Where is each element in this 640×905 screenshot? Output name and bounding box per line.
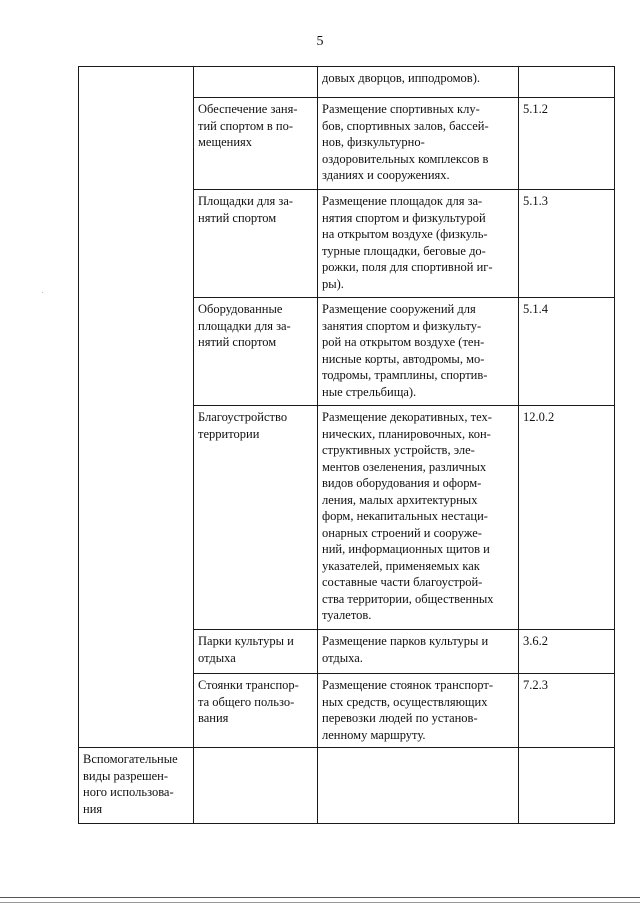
use-description-line: составные части благоустрой- (322, 575, 483, 589)
use-name-line: Парки культуры и (198, 634, 294, 648)
use-description-line: туалетов. (322, 608, 372, 622)
use-code-cell (519, 190, 615, 298)
use-name-cell (194, 674, 318, 748)
use-code-cell (519, 630, 615, 674)
use-name-cell (194, 98, 318, 190)
use-description-line: на открытом воздухе (физкуль- (322, 227, 488, 241)
use-description-line: оздоровительных комплексов в (322, 151, 489, 166)
use-description-cell (318, 98, 519, 190)
use-description-line: бов, спортивных залов, бассей- (322, 118, 489, 133)
use-name-line: нятий спортом (198, 335, 277, 349)
use-name-line: тий спортом в по- (198, 118, 294, 133)
use-code-cell (519, 298, 615, 406)
use-description-line: занятия спортом и физкульту- (322, 318, 482, 333)
auxiliary-uses-row (79, 748, 615, 824)
table-row (79, 67, 615, 98)
use-description-cell (318, 190, 519, 298)
use-name-line: отдыха (198, 650, 236, 665)
auxiliary-uses-label-line: Вспомогательные (83, 752, 178, 766)
use-description-cell (318, 674, 519, 748)
page-bottom-edge-shadow (0, 902, 640, 903)
use-name-line: Обеспечение заня- (198, 102, 298, 116)
auxiliary-uses-label-cell (79, 748, 194, 824)
use-code: 7.2.3 (523, 678, 548, 692)
use-code-cell (519, 67, 615, 98)
use-code: 3.6.2 (523, 634, 548, 648)
auxiliary-code-cell (519, 748, 615, 824)
use-description-line: ний, информационных щитов и (322, 542, 490, 556)
use-code: 5.1.2 (523, 102, 548, 116)
use-name-line: нятий спортом (198, 210, 277, 225)
use-description-line: Размещение сооружений для (322, 302, 476, 316)
use-description-cell (318, 406, 519, 630)
page-bottom-edge (0, 897, 640, 898)
use-name-cell (194, 298, 318, 406)
auxiliary-uses-label-line: ния (83, 801, 103, 816)
use-name-line: территории (198, 426, 260, 441)
use-description-line: Размещение декоративных, тех- (322, 410, 492, 424)
use-description-line: ства территории, общественных (322, 591, 494, 606)
use-description-line: рожки, поля для спортивной иг- (322, 260, 493, 274)
page-number: 5 (316, 34, 324, 49)
use-description-line: турные площадки, беговые до- (322, 243, 486, 258)
use-name-line: Оборудованные (198, 302, 283, 316)
use-description-line: ры). (322, 276, 344, 291)
use-name-cell (194, 406, 318, 630)
use-description-line: форм, некапитальных нестаци- (322, 509, 488, 523)
use-description-line: Размещение спортивных клу- (322, 102, 480, 116)
use-name-line: Благоустройство (198, 410, 288, 424)
use-code: 5.1.4 (523, 302, 548, 316)
use-description-line: ные стрельбища). (322, 384, 417, 399)
use-description-line: зданиях и сооружениях. (322, 168, 450, 182)
use-description-line: отдыха. (322, 650, 363, 665)
use-name-line: вания (198, 711, 229, 725)
use-description-line: Размещение площадок для за- (322, 194, 483, 208)
use-description-cell (318, 67, 519, 98)
use-name-line: мещениях (198, 135, 253, 149)
use-name-line: площадки для за- (198, 318, 291, 333)
use-name-cell (194, 67, 318, 98)
scan-speck (42, 292, 43, 293)
use-description-line: нических, планировочных, кон- (322, 426, 491, 441)
use-name-line: Стоянки транспор- (198, 678, 299, 692)
use-name-cell (194, 190, 318, 298)
use-description-line: перевозки людей по установ- (322, 711, 478, 725)
use-name-line: Площадки для за- (198, 194, 294, 208)
use-code-cell (519, 674, 615, 748)
use-description-line: ментов озеленения, различных (322, 459, 487, 474)
use-description-line: ных средств, осуществляющих (322, 694, 488, 709)
use-description-line: довых дворцов, ипподромов). (322, 71, 480, 85)
use-description-line: нятия спортом и физкультурой (322, 210, 486, 225)
permitted-use-table (78, 66, 615, 824)
use-description-line: нисные корты, автодромы, мо- (322, 351, 485, 366)
use-name-line: та общего пользо- (198, 694, 295, 709)
use-description-line: тодромы, трамплины, спортив- (322, 368, 488, 382)
use-description-line: нов, физкультурно- (322, 135, 425, 149)
table-body (79, 67, 615, 824)
use-description-cell (318, 298, 519, 406)
use-description-line: указателей, применяемых как (322, 558, 480, 573)
use-code: 12.0.2 (523, 410, 555, 424)
use-code-cell (519, 406, 615, 630)
use-name-cell (194, 630, 318, 674)
use-description-line: рой на открытом воздухе (тен- (322, 335, 485, 349)
use-description-line: ления, малых архитектурных (322, 492, 478, 507)
auxiliary-name-cell (194, 748, 318, 824)
use-code: 5.1.3 (523, 194, 548, 208)
use-description-line: структивных устройств, эле- (322, 443, 475, 457)
use-description-line: видов оборудования и оформ- (322, 476, 482, 490)
main-use-group-cell (79, 67, 194, 748)
auxiliary-description-cell (318, 748, 519, 824)
use-description-line: Размещение стоянок транспорт- (322, 678, 493, 692)
use-description-line: онарных строений и сооруже- (322, 525, 482, 540)
auxiliary-uses-label-line: виды разрешен- (83, 768, 169, 783)
use-description-line: ленному маршруту. (322, 727, 426, 742)
use-description-line: Размещение парков культуры и (322, 634, 489, 648)
auxiliary-uses-label-line: ного использова- (83, 785, 174, 799)
use-code-cell (519, 98, 615, 190)
use-description-cell (318, 630, 519, 674)
